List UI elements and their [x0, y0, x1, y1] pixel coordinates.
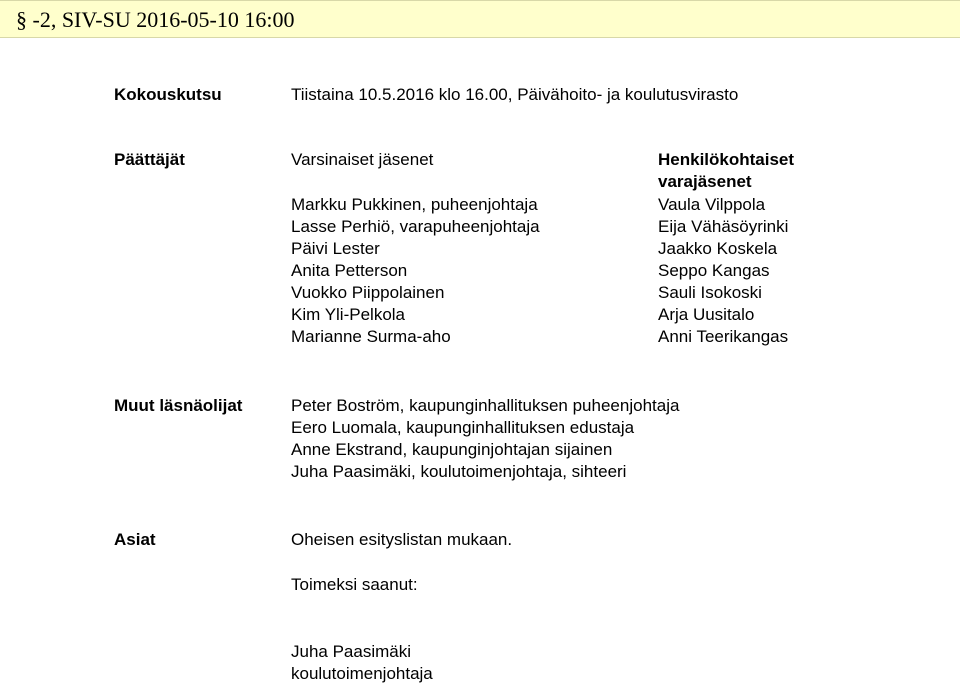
deputies-heading-line2: varajäsenet	[658, 172, 752, 191]
deputy-item: Eija Vähäsöyrinki	[658, 217, 789, 236]
members-list	[291, 194, 540, 348]
deputy-item: Jaakko Koskela	[658, 239, 778, 258]
deputy-item: Seppo Kangas	[658, 261, 770, 280]
signer-title: koulutoimenjohtaja	[291, 664, 433, 683]
attendee-item: Eero Luomala, kaupunginhallituksen edustaja	[291, 418, 635, 437]
others-present-label: Muut läsnäolijat	[114, 396, 243, 415]
member-item: Kim Yli-Pelkola	[291, 305, 406, 324]
deputy-item: Vaula Vilppola	[658, 195, 766, 214]
attendee-item: Peter Boström, kaupunginhallituksen puheenjohtaja	[291, 396, 680, 415]
matters-label: Asiat	[114, 530, 156, 549]
deputies-list	[658, 194, 788, 348]
member-item: Marianne Surma-aho	[291, 327, 451, 346]
meeting-label: Kokouskutsu	[114, 85, 222, 104]
member-item: Markku Pukkinen, puheenjohtaja	[291, 195, 538, 214]
member-item: Vuokko Piippolainen	[291, 283, 445, 302]
attendee-item: Juha Paasimäki, koulutoimenjohtaja, sihteeri	[291, 462, 627, 481]
section-header-bar	[0, 0, 960, 38]
signer-name: Juha Paasimäki	[291, 642, 412, 661]
meeting-value: Tiistaina 10.5.2016 klo 16.00, Päivähoito- ja koulutusvirasto	[291, 85, 739, 104]
deputy-item: Anni Teerikangas	[658, 327, 789, 346]
member-item: Päivi Lester	[291, 239, 380, 258]
member-item: Anita Petterson	[291, 261, 408, 280]
deputy-item: Arja Uusitalo	[658, 305, 755, 324]
deputies-heading-line1: Henkilökohtaiset	[658, 150, 795, 169]
attendee-item: Anne Ekstrand, kaupunginjohtajan sijainen	[291, 440, 613, 459]
decision-makers-label: Päättäjät	[114, 150, 185, 169]
deputy-item: Sauli Isokoski	[658, 283, 762, 302]
section-header-title: § -2, SIV-SU 2016-05-10 16:00	[16, 7, 295, 32]
others-present-list	[291, 395, 679, 483]
matters-text: Oheisen esityslistan mukaan.	[291, 530, 513, 549]
issued-by-label: Toimeksi saanut:	[291, 575, 418, 594]
member-item: Lasse Perhiö, varapuheenjohtaja	[291, 217, 540, 236]
members-heading: Varsinaiset jäsenet	[291, 150, 434, 169]
